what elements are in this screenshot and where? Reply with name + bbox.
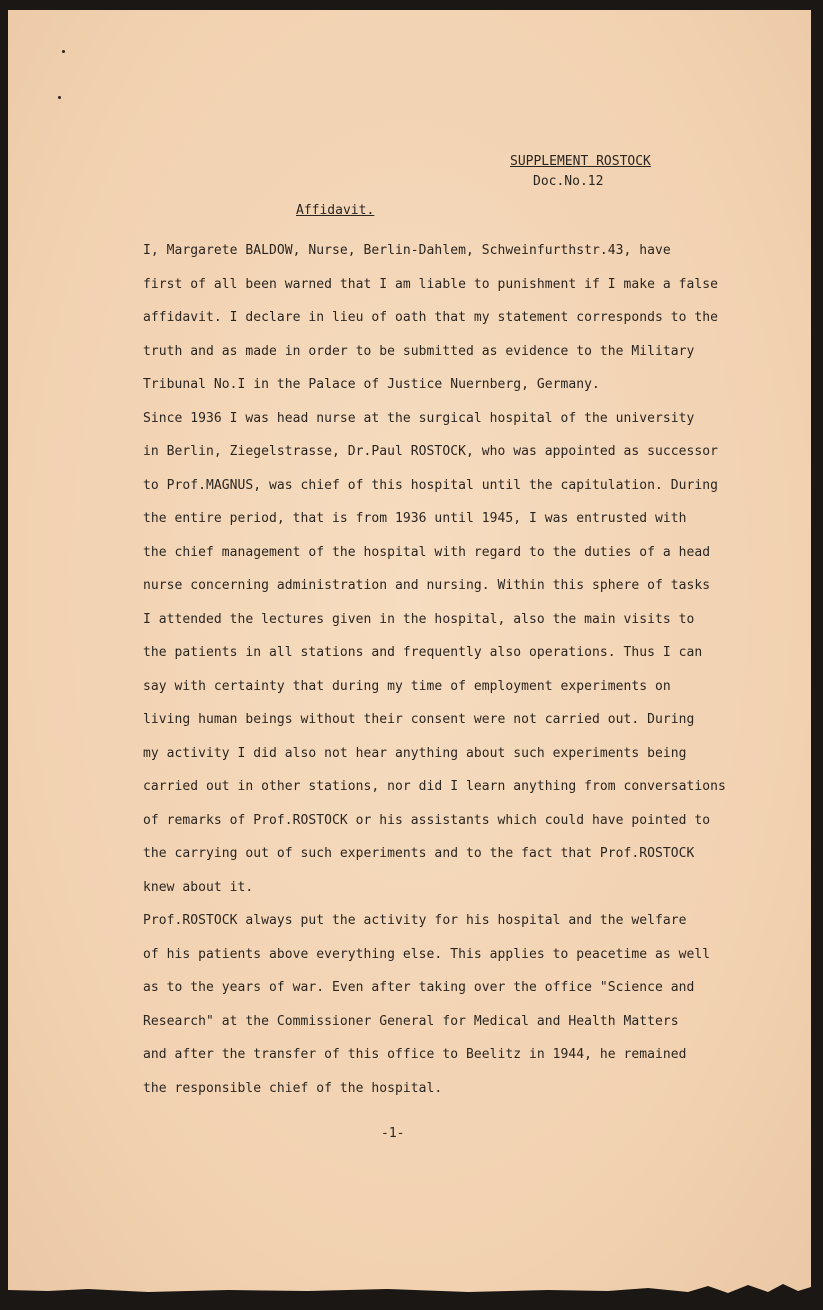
document-title: Affidavit. — [296, 203, 375, 218]
text-line: nurse concerning administration and nursing. Within this sphere of tasks — [143, 578, 711, 593]
supplement-label: SUPPLEMENT ROSTOCK — [510, 154, 651, 169]
text-line: say with certainty that during my time of employment experiments on — [143, 678, 671, 694]
document-number: Doc.No.12 — [533, 174, 604, 189]
text-line: in Berlin, Ziegelstrasse, Dr.Paul ROSTOCK, who was appointed as successor — [143, 444, 718, 459]
text-line: carried out in other stations, nor did I learn anything from conversations — [143, 779, 726, 794]
text-line: to Prof.MAGNUS, was chief of this hospital until the capitulation. During — [143, 477, 718, 493]
text-line: the carrying out of such experiments and to the fact that Prof.ROSTOCK — [143, 846, 695, 861]
text-line: the chief management of the hospital with regard to the duties of a head — [143, 544, 711, 560]
speck-mark — [62, 50, 65, 53]
text-line: and after the transfer of this office to Beelitz in 1944, he remained — [143, 1047, 687, 1062]
text-line: Since 1936 I was head nurse at the surgical hospital of the university — [143, 410, 695, 426]
text-line: as to the years of war. Even after taking over the office "Science and — [143, 980, 695, 995]
page-number: -1- — [381, 1126, 405, 1141]
text-line: of his patients above everything else. This applies to peacetime as well — [143, 946, 711, 962]
torn-bottom-edge — [8, 1278, 811, 1296]
text-line: Prof.ROSTOCK always put the activity for his hospital and the welfare — [143, 913, 687, 928]
text-line: knew about it. — [143, 879, 254, 895]
text-line: first of all been warned that I am liable to punishment if I make a false — [143, 276, 718, 292]
text-line: truth and as made in order to be submitted as evidence to the Military — [143, 343, 695, 359]
text-line: I, Margarete BALDOW, Nurse, Berlin-Dahlem, Schweinfurthstr.43, have — [143, 243, 671, 258]
text-line: Tribunal No.I in the Palace of Justice Nuernberg, Germany. — [143, 377, 600, 392]
text-line: Research" at the Commissioner General for Medical and Health Matters — [143, 1013, 679, 1029]
text-line: the entire period, that is from 1936 until 1945, I was entrusted with — [143, 511, 687, 526]
text-line: I attended the lectures given in the hospital, also the main visits to — [143, 611, 695, 627]
text-line: my activity I did also not hear anything about such experiments being — [143, 745, 687, 761]
document-header — [510, 152, 670, 192]
affidavit-body — [143, 234, 763, 1105]
document-page — [8, 10, 811, 1296]
text-line: the patients in all stations and frequently also operations. Thus I can — [143, 645, 703, 660]
text-line: affidavit. I declare in lieu of oath that my statement corresponds to the — [143, 310, 718, 325]
text-line: of remarks of Prof.ROSTOCK or his assistants which could have pointed to — [143, 812, 711, 828]
text-line: living human beings without their consent were not carried out. During — [143, 712, 695, 727]
speck-mark — [58, 96, 61, 99]
text-line: the responsible chief of the hospital. — [143, 1080, 443, 1096]
